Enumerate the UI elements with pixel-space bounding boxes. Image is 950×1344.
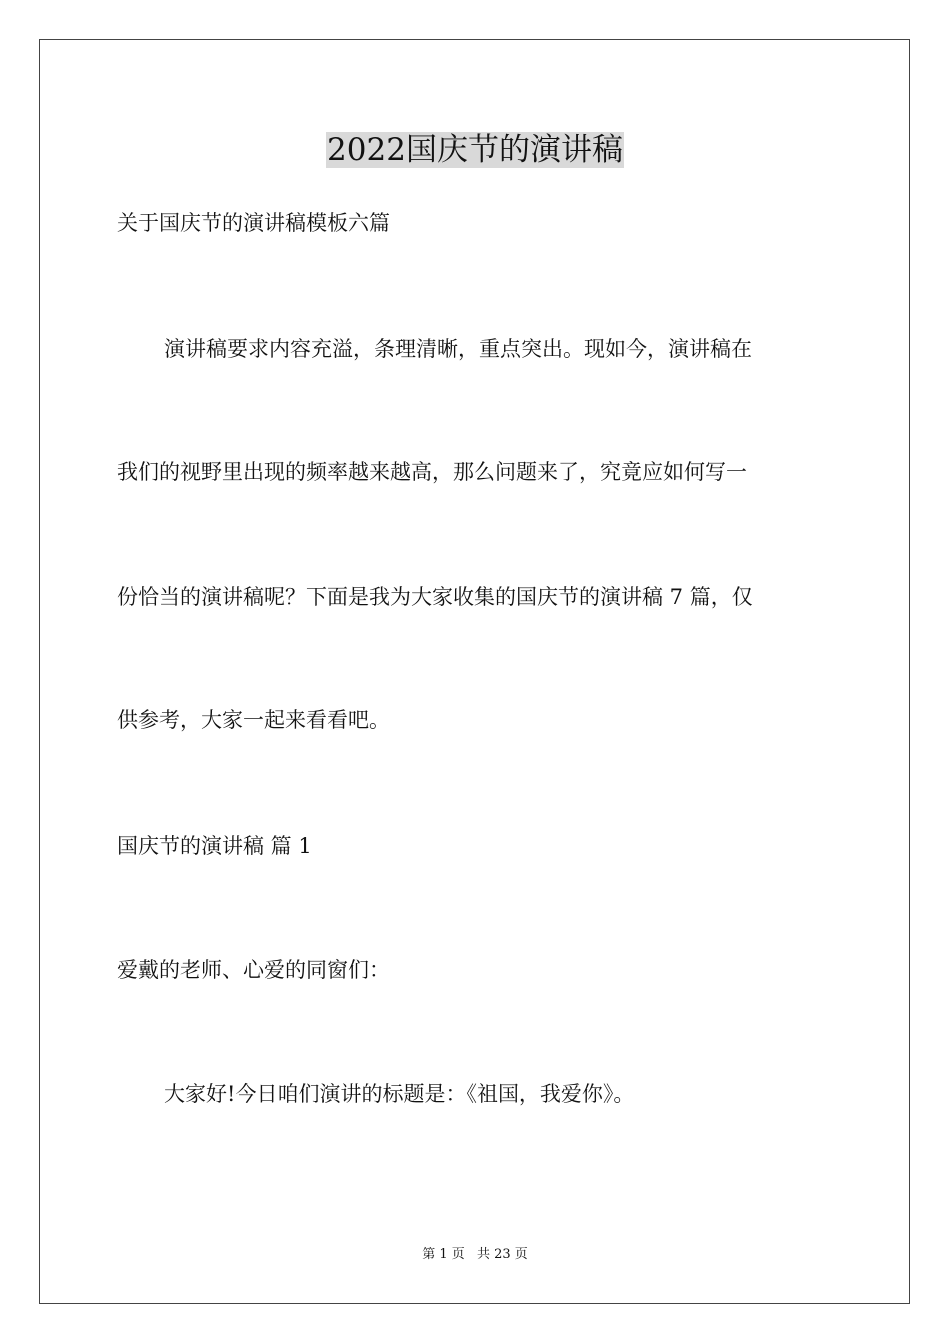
document-title <box>0 128 950 172</box>
salutation: 爱戴的老师、心爱的同窗们： <box>117 958 390 982</box>
page-footer <box>0 1246 950 1264</box>
paragraph-line-4: 供参考，大家一起来看看吧。 <box>117 708 390 732</box>
opening-line: 大家好!今日咱们演讲的标题是：《祖国，我爱你》。 <box>164 1082 635 1106</box>
paragraph-line-1: 演讲稿要求内容充溢，条理清晰，重点突出。现如今，演讲稿在 <box>164 337 752 361</box>
paragraph-line-2: 我们的视野里出现的频率越来越高，那么问题来了，究竟应如何写一 <box>117 460 747 484</box>
page-number: 第 1 页 <box>422 1247 465 1262</box>
document-subtitle: 关于国庆节的演讲稿模板六篇 <box>117 211 390 235</box>
paragraph-line-3: 份恰当的演讲稿呢？下面是我为大家收集的国庆节的演讲稿 7 篇，仅 <box>117 585 753 609</box>
section-heading: 国庆节的演讲稿 篇 1 <box>117 834 312 858</box>
document-title-text: 2022国庆节的演讲稿 <box>327 132 623 168</box>
page-total: 共 23 页 <box>476 1247 528 1262</box>
